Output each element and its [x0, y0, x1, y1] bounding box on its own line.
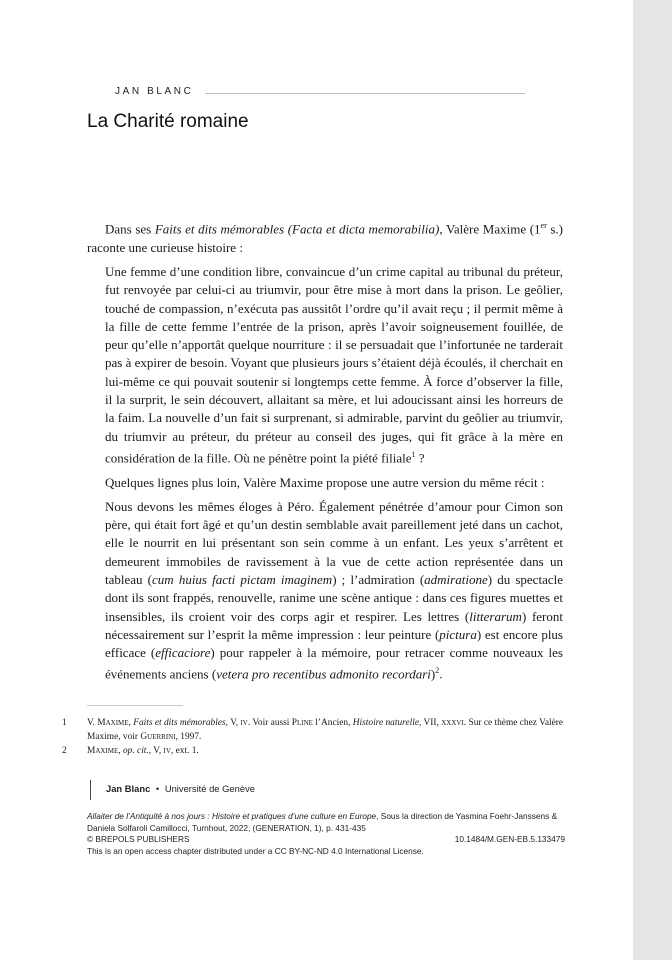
publisher: © BREPOLS PUBLISHERS: [87, 834, 190, 845]
author-name: Jan Blanc: [106, 783, 151, 794]
intro-paragraph: Dans ses Faits et dits mémorables (Facta et dicta memorabilia), Valère Maxime (1er s.) raconte une curieuse histoire :: [87, 221, 563, 255]
affiliation-bar: [90, 780, 91, 800]
doi[interactable]: 10.1484/M.GEN-EB.5.133479: [454, 834, 565, 845]
license-statement: This is an open access chapter distributed under a CC BY-NC-ND 4.0 International License.: [87, 845, 424, 856]
chapter-title: La Charité romaine: [87, 111, 249, 132]
footnote-rule: [87, 705, 183, 706]
footnote-1: 1 V. Maxime, Faits et dits mémorables, V, iv. Voir aussi Pline l’Ancien, Histoire naturelle, VII, xxxvi. Sur ce thème chez Valère Maxime, voir Guerrini, 1997.: [62, 718, 564, 743]
page-margin-bar: [633, 0, 672, 960]
affiliation-separator: •: [155, 783, 160, 794]
header-rule: [205, 93, 525, 94]
footnote-ref-2[interactable]: 2: [435, 666, 440, 676]
chapter-body: [87, 217, 563, 684]
book-citation: Allaiter de l’Antiquité à nos jours : Histoire et pratiques d’une culture en Europe, Sous la direction de Yasmina Foehr-Janssens & Daniela Solfaroli Camillocci, Turnhout, 2022, (GENERATION, 1), p. 431-435: [87, 811, 558, 833]
author-affiliation: [106, 783, 255, 794]
footnote-ref-1[interactable]: 1: [411, 449, 416, 459]
running-author: JAN BLANC: [115, 86, 194, 97]
publication-imprint: [87, 811, 565, 857]
quote-block-2: Nous devons les mêmes éloges à Péro. Également pénétrée d’amour pour Cimon son père, qui était fort âgé et qu’un destin semblable avait pareillement jeté dans un cachot, elle le nourrit en lui présentant son sein comme à un enfant. Les yeux s’arrêtent et demeurent immobiles de ravissement à la vue de cette action représentée dans un tableau (cum huius facti pictam imaginem) ; l’admiration (admiratione) du spectacle dont ils sont frappés, renouvelle, ranime une scène antique : dans ces figures muettes et insensibles, ils croient voir des corps agir et respirer. Les lettres (litterarum) feront nécessairement sur l’esprit la même impression : leur peinture (pictura) est encore plus efficace (efficaciore) pour rappeler à la mémoire, pour retracer comme nouveaux les événements anciens (vetera pro recentibus admonito recordari)$^2$.: [105, 498, 563, 682]
publisher-row: [87, 834, 565, 846]
quote-block-1: Une femme d’une condition libre, convaincue d’un crime capital au tribunal du préteur, fut renvoyée par celui-ci au triumvir, pour être mise à mort dans la prison. Le geôlier, touché de compassion, n’exécuta pas aussitôt l’ordre qu’il avait reçu ; il permit même à la fille de cette femme l’entrée de la prison, après l’avoir soigneusement fouillée, de peur qu’elle n’apportât quelque nourriture : il se persuadait que l’infortunée ne tarderait pas à expirer de besoin. Voyant que plusieurs jours s’étaient déjà écoulés, il cherchait en lui-même ce qui pouvait soutenir si longtemps cette femme. À force d’observer la fille, il la surprit, le sein découvert, allaitant sa mère, et lui adoucissant ainsi les horreurs de la faim. La nouvelle d’un fait si surprenant, si admirable, parvint du geôlier au triumvir, du triumvir au préteur, du préteur au conseil des juges, qui fit grâce à la mère en considération de la fille. Où ne pénètre point la piété filiale$^1$ ?: [105, 263, 563, 466]
institution: Université de Genève: [164, 783, 255, 794]
footnotes: [62, 716, 567, 759]
footnote-2: 2 Maxime, op. cit., V, iv, ext. 1.: [62, 746, 199, 757]
transition-paragraph: Quelques lignes plus loin, Valère Maxime propose une autre version du même récit :: [105, 474, 545, 490]
